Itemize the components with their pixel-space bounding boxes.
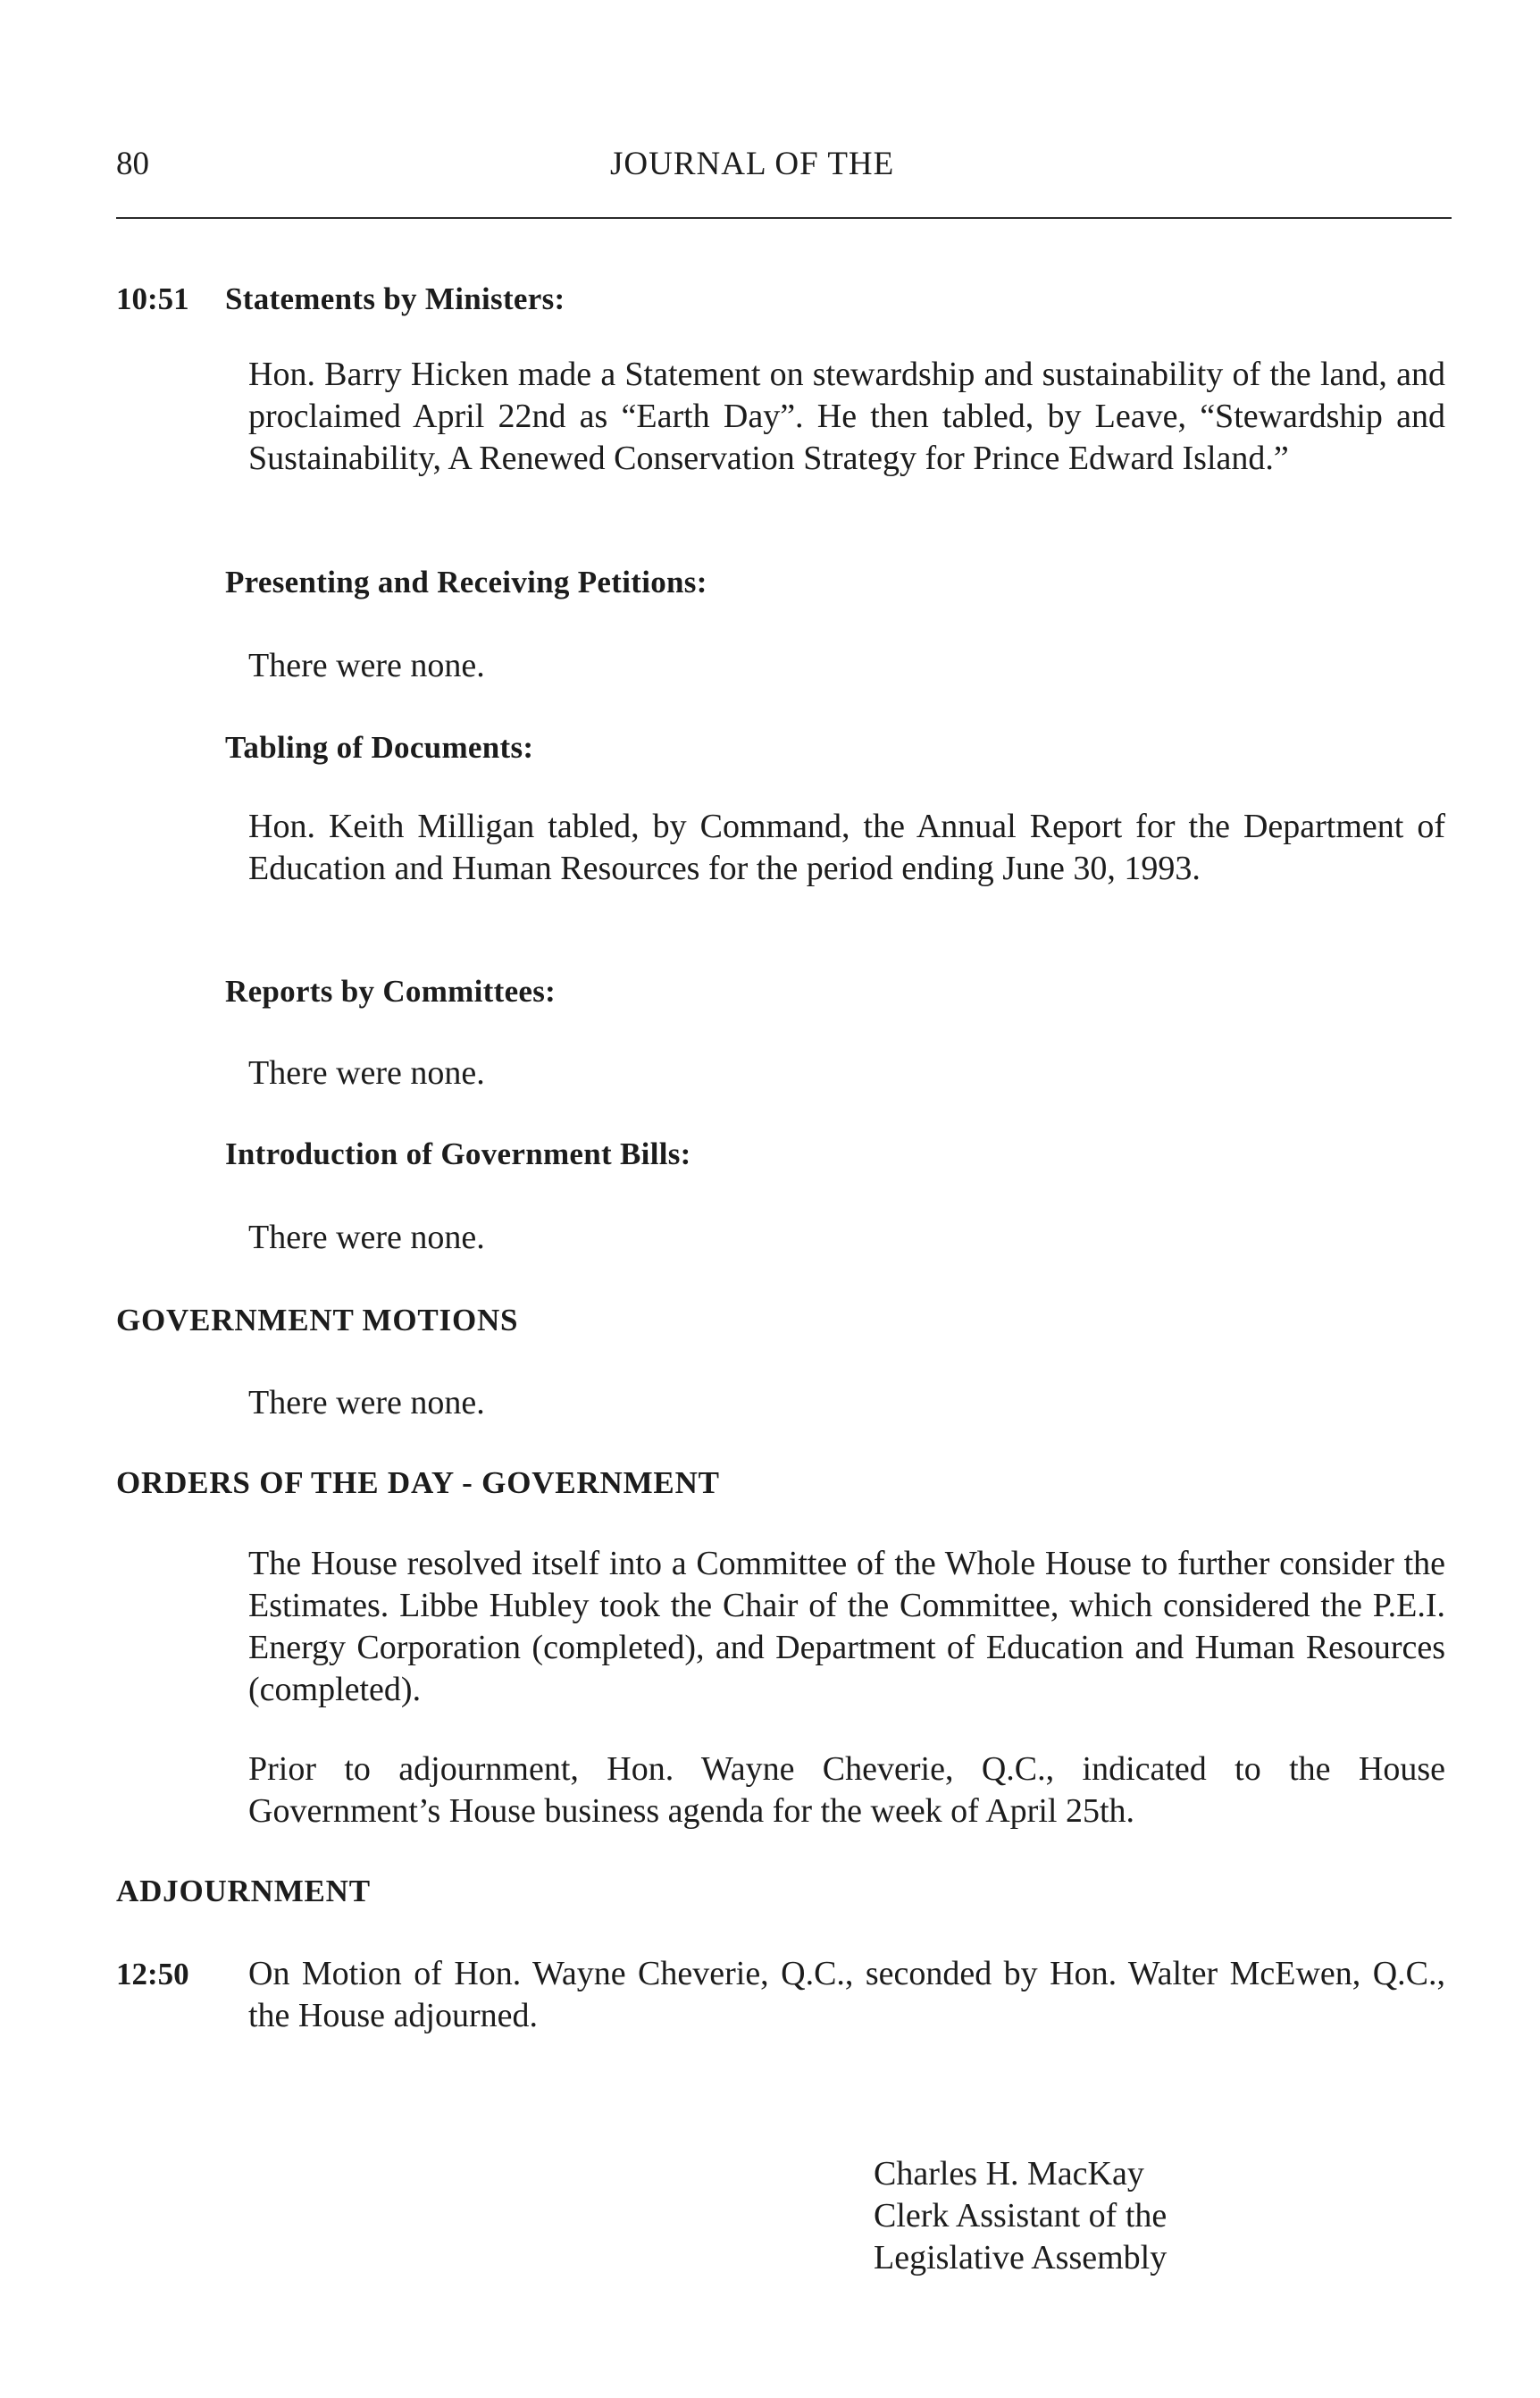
committees-heading: Reports by Committees: — [225, 974, 557, 1009]
petitions-text: There were none. — [248, 647, 485, 684]
bills-heading: Introduction of Government Bills: — [225, 1136, 691, 1171]
adjournment-time: 12:50 — [116, 1957, 189, 1991]
tabling-text: Hon. Keith Milligan tabled, by Command, the Annual Report for the Department of Education and Human Resources for the period ending June 30, 1993. — [248, 808, 1445, 887]
statements-time: 10:51 — [116, 281, 189, 316]
page-number: 80 — [116, 146, 149, 182]
tabling-heading: Tabling of Documents: — [225, 730, 534, 765]
signature-block — [874, 2153, 1167, 2279]
header-rule — [116, 217, 1452, 219]
running-title: JOURNAL OF THE — [610, 146, 895, 182]
signature-title-line-1: Clerk Assistant of the — [874, 2197, 1168, 2234]
orders-text-2: Prior to adjournment, Hon. Wayne Cheverie, Q.C., indicated to the House Government’s House business agenda for the week of April 25th. — [248, 1750, 1445, 1830]
petitions-heading: Presenting and Receiving Petitions: — [225, 565, 707, 600]
signature-name: Charles H. MacKay — [874, 2155, 1144, 2193]
signature-title-line-2: Legislative Assembly — [874, 2239, 1168, 2276]
orders-heading: ORDERS OF THE DAY - GOVERNMENT — [116, 1465, 720, 1500]
adjournment-text: On Motion of Hon. Wayne Cheverie, Q.C., seconded by Hon. Walter McEwen, Q.C., the House adjourned. — [248, 1955, 1445, 2034]
statements-heading: Statements by Ministers: — [225, 281, 565, 316]
motions-text: There were none. — [248, 1384, 485, 1421]
adjournment-heading: ADJOURNMENT — [116, 1874, 371, 1908]
statements-text: Hon. Barry Hicken made a Statement on stewardship and sustainability of the land, and proclaimed April 22nd as “Earth Day”. He then tabled, by Leave, “Stewardship and Sustainability, A Renewed Conservation Strategy for Prince Edward Island.” — [248, 356, 1445, 477]
bills-text: There were none. — [248, 1219, 485, 1256]
committees-text: There were none. — [248, 1054, 485, 1092]
orders-text-1: The House resolved itself into a Committee of the Whole House to further consider the Estimates. Libbe Hubley took the Chair of the Committee, which considered the P.E.I. Energy Corporation (completed), and Department of Education and Human Resources (completed). — [248, 1545, 1445, 1708]
motions-heading: GOVERNMENT MOTIONS — [116, 1303, 519, 1337]
